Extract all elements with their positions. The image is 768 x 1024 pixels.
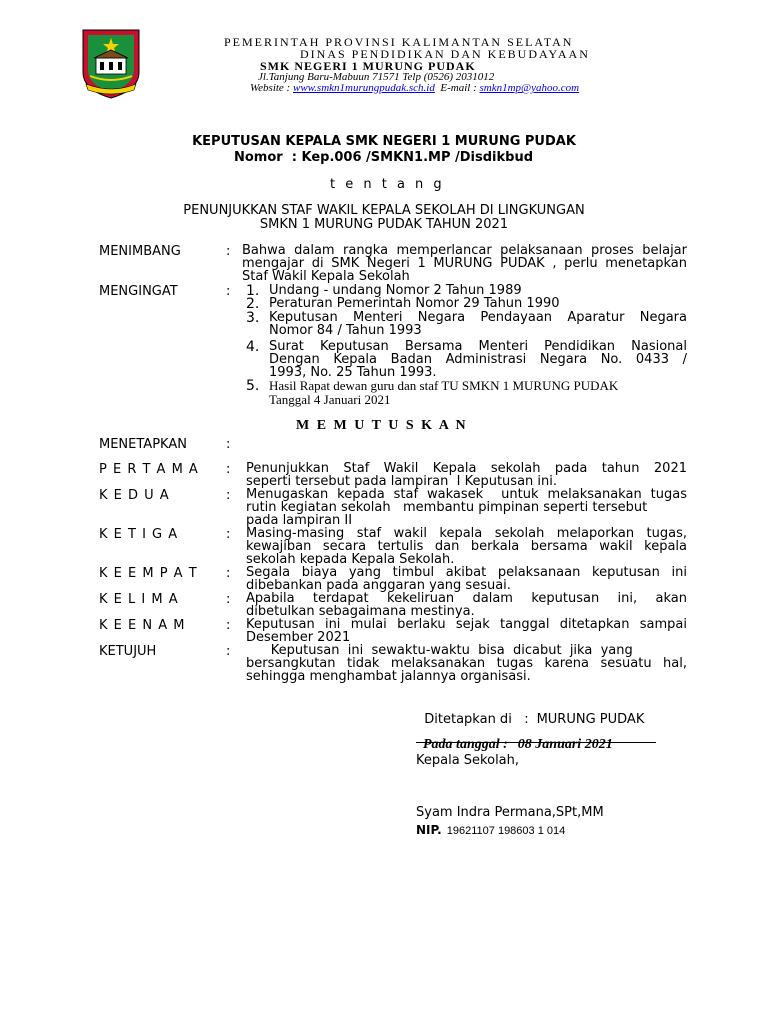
decision-text: Segala biaya yang timbul akibat pelaksanaan keputusan ini [246,565,687,580]
list-item-number: 3. [246,310,260,326]
tentang-heading: t e n t a n g [330,177,445,192]
list-item: Keputusan Menteri Negara Pendayaan Aparatur Negara [269,310,687,325]
decree-title: KEPUTUSAN KEPALA SMK NEGERI 1 MURUNG PUDAK [192,134,576,149]
position-title: Kepala Sekolah, [416,753,520,768]
list-item: Surat Keputusan Bersama Menteri Pendidikan Nasional [269,339,687,354]
decision-text: sekolah kepada Kepala Sekolah. [246,552,455,567]
decision-label-ketiga: K E T I G A [99,527,179,542]
list-item-continued: Dengan Kepala Badan Administrasi Negara No. 0433 / [269,352,687,367]
decision-colon: : [226,488,231,503]
nip-label: NIP. [416,823,442,837]
decision-text: Masing-masing staf wakil kepala sekolah melaporkan tugas, [246,526,687,541]
decision-text: bersangkutan tidak melaksanakan tugas karena sesuatu hal, [246,656,687,671]
decision-text: dibebankan pada anggaran yang sesuai. [246,578,511,593]
decision-text: Apabila terdapat kekeliruan dalam keputusan ini, akan [246,591,687,606]
decision-label-kedua: K E D U A [99,488,170,503]
menimbang-text-3: Staf Wakil Kepala Sekolah [242,269,410,284]
tanggal-row [416,721,613,753]
decision-colon: : [226,462,231,477]
decision-text: pada lampiran II [246,513,353,528]
mengingat-label: MENGINGAT [99,284,178,299]
subject-line-1: PENUNJUKKAN STAF WAKIL KEPALA SEKOLAH DI LINGKUNGAN [183,203,585,218]
mengingat-colon: : [226,284,231,299]
decision-text: dibetulkan sebagaimana mestinya. [246,604,475,619]
menimbang-colon: : [226,244,231,259]
tanggal-value: 08 Januari 2021 [517,737,613,752]
decision-label-kelima: K E L I M A [99,592,179,607]
decision-text: Keputusan ini sewaktu-waktu bisa dicabut jika yang [246,643,633,658]
signer-name: Syam Indra Permana,SPt,MM [416,805,604,820]
list-item-number: 2. [246,296,260,312]
decision-text: Keputusan ini mulai berlaku sejak tanggal ditetapkan sampai [246,617,687,632]
decision-text: rutin kegiatan sekolah membantu pimpinan seperti tersebut [246,500,648,515]
decree-number: Nomor : Kep.006 /SMKN1.MP /Disdikbud [234,150,534,165]
list-item: Undang - undang Nomor 2 Tahun 1989 [269,283,522,298]
menimbang-text-2: mengajar di SMK Negeri 1 MURUNG PUDAK , perlu menetapkan [242,256,687,271]
header-address: Jl.Tanjung Baru-Mabuun 71571 Telp (0526) 2031012 [258,71,495,83]
memutuskan-heading: M E M U T U S K A N [296,418,468,433]
decision-text: Menugaskan kepada staf wakasek untuk melaksanakan tugas [246,487,687,502]
regency-emblem-icon [80,28,142,100]
decision-text: seperti tersebut pada lampiran I Keputusan ini. [246,474,558,489]
decision-label-ketujuh: KETUJUH [99,644,157,659]
list-item-continued: Tanggal 4 Januari 2021 [269,392,391,407]
decision-label-keempat: K E E M P A T [99,566,198,581]
list-item: Peraturan Pemerintah Nomor 29 Tahun 1990 [269,296,560,311]
tanggal-label: Pada tanggal : [423,737,508,752]
menimbang-label: MENIMBANG [99,244,181,259]
ditetapkan-place: MURUNG PUDAK [536,712,645,727]
ditetapkan-label: Ditetapkan di : [424,712,529,727]
regency-logo [80,28,142,100]
decision-text: kewajiban secara tertulis dan berkala bersama wakil kepala [246,539,687,554]
decision-text: Desember 2021 [246,630,351,645]
decision-colon: : [226,592,231,607]
decision-colon: : [226,527,231,542]
email-label: E-mail : [434,82,480,94]
website-label: Website : [250,82,293,94]
decision-colon: : [226,618,231,633]
email-link[interactable]: smkn1mp@yahoo.com [479,82,580,94]
nip-value: 19621107 198603 1 014 [446,825,566,837]
list-item-number: 1. [246,283,260,299]
menetapkan-label: MENETAPKAN [99,437,187,452]
website-link[interactable]: www.smkn1murungpudak.sch.id [292,82,435,94]
decision-text: Penunjukkan Staf Wakil Kepala sekolah pada tahun 2021 [246,461,687,476]
header-department: DINAS PENDIDIKAN DAN KEBUDAYAAN [300,47,590,61]
list-item-continued: Nomor 84 / Tahun 1993 [269,323,422,338]
list-item-number: 5. [246,378,260,394]
decision-label-keenam: K E E N A M [99,618,186,633]
menimbang-text-1: Bahwa dalam rangka memperlancar pelaksanaan proses belajar [242,243,687,258]
header-contact [250,82,579,94]
decision-colon: : [226,644,231,659]
header-province: PEMERINTAH PROVINSI KALIMANTAN SELATAN [224,35,574,49]
tanggal-underline [416,742,656,743]
list-item: Hasil Rapat dewan guru dan staf TU SMKN 1 MURUNG PUDAK [269,378,619,393]
list-item-number: 4. [246,339,260,355]
menetapkan-colon: : [226,437,231,452]
decision-label-pertama: P E R T A M A [99,462,199,477]
subject-line-2: SMKN 1 MURUNG PUDAK TAHUN 2021 [259,217,509,232]
decision-text: sehingga menghambat jalannya organisasi. [246,669,531,684]
decision-colon: : [226,566,231,581]
header-school: SMK NEGERI 1 MURUNG PUDAK [260,59,476,73]
nip-row [416,819,565,838]
list-item-continued: 1993, No. 25 Tahun 1993. [269,365,437,380]
